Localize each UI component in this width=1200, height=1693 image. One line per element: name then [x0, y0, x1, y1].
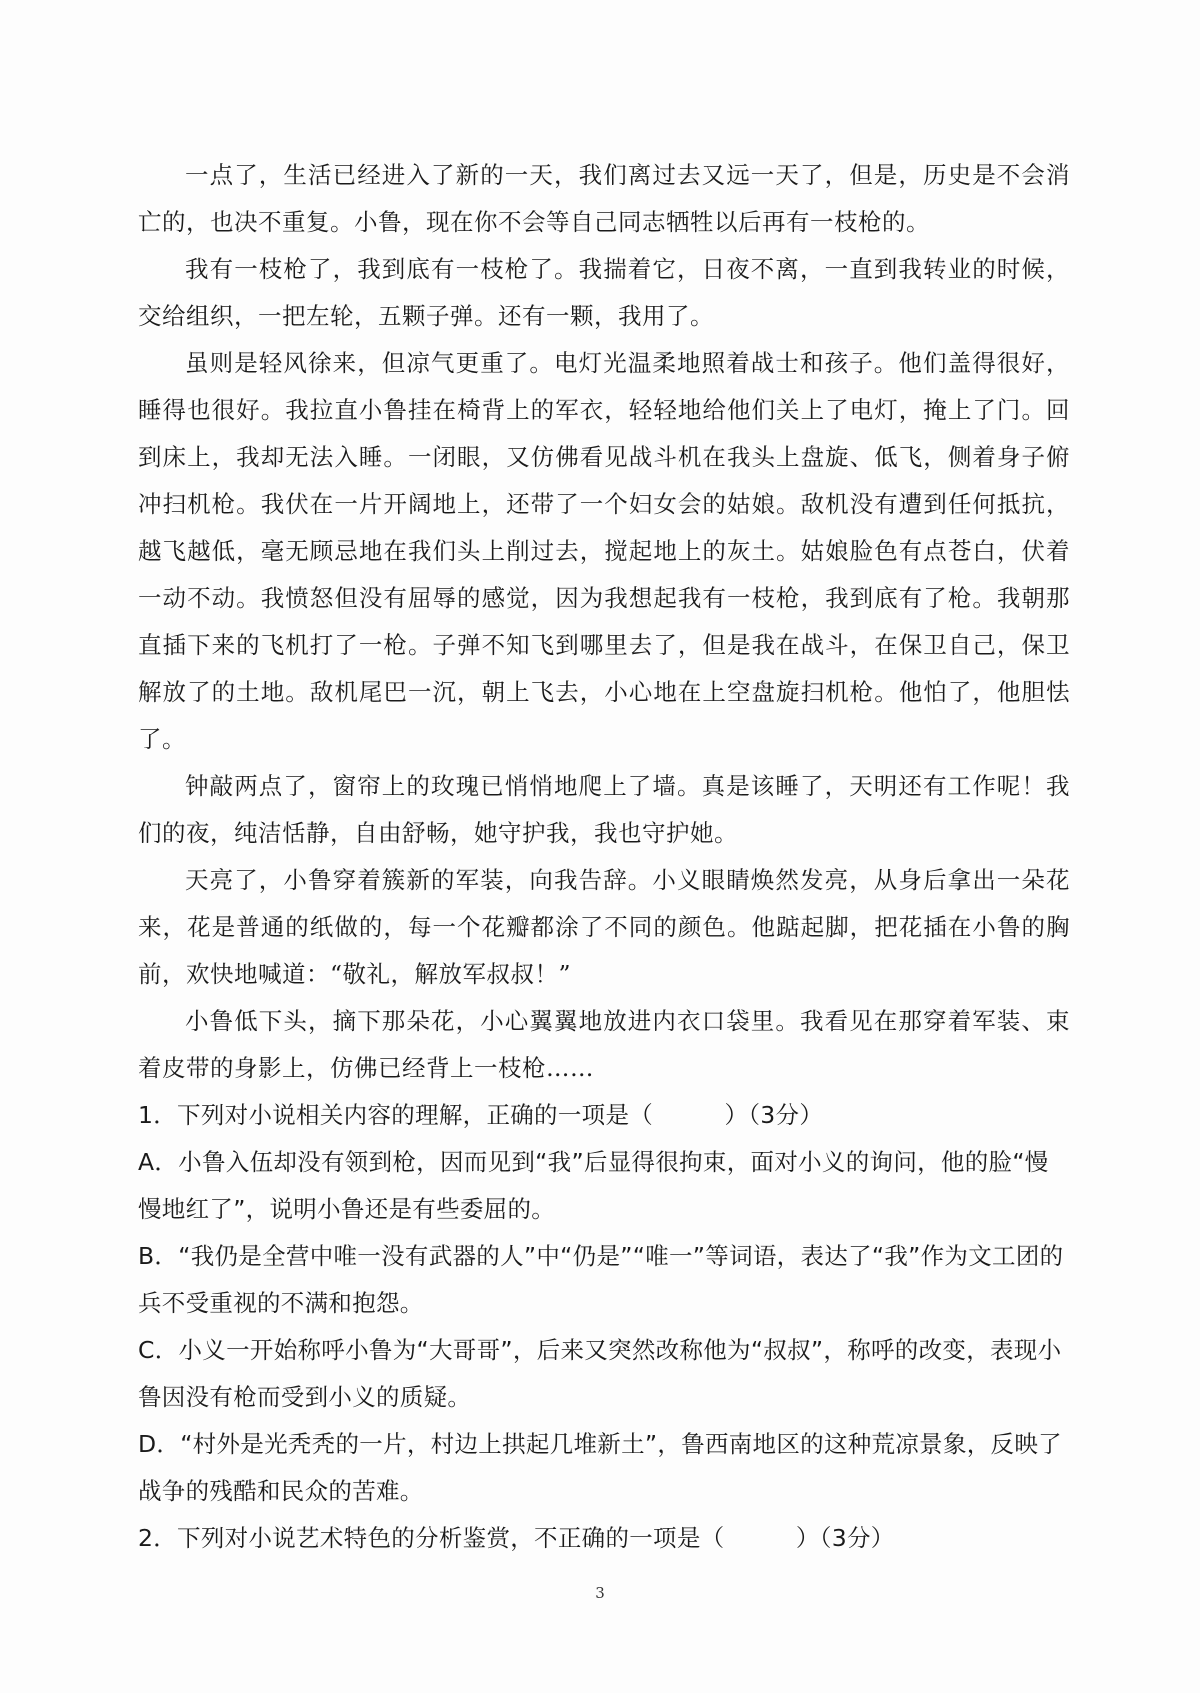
- question-1-option-b: B．“我仍是全营中唯一没有武器的人”中“仍是”“唯一”等词语，表达了“我”作为文工团的兵不受重视的不满和抱怨。: [138, 1242, 1064, 1317]
- passage-paragraph-3: 虽则是轻风徐来，但凉气更重了。电灯光温柔地照着战士和孩子。他们盖得很好，睡得也很好。我拉直小鲁挂在椅背上的军衣，轻轻地给他们关上了电灯，掩上了门。回到床上，我却无法入睡。一闭眼，又仿佛看见战斗机在我头上盘旋、低飞，侧着身子俯冲扫机枪。我伏在一片开阔地上，还带了一个妇女会的姑娘。敌机没有遭到任何抵抗，越飞越低，毫无顾忌地在我们头上削过去，搅起地上的灰土。姑娘脸色有点苍白，伏着一动不动。我愤怒但没有屈辱的感觉，因为我想起我有一枝枪，我到底有了枪。我朝那直插下来的飞机打了一枪。子弹不知飞到哪里去了，但是我在战斗，在保卫自己，保卫解放了的土地。敌机尾巴一沉，朝上飞去，小心地在上空盘旋扫机枪。他怕了，他胆怯了。: [138, 349, 1070, 753]
- question-1-option-a: A．小鲁入伍却没有领到枪，因而见到“我”后显得很拘束，面对小义的询问，他的脸“慢慢地红了”，说明小鲁还是有些委屈的。: [138, 1148, 1049, 1223]
- passage-paragraph-4: 钟敲两点了，窗帘上的玫瑰已悄悄地爬上了墙。真是该睡了，天明还有工作呢！我们的夜，纯洁恬静，自由舒畅，她守护我，我也守护她。: [138, 772, 1070, 847]
- question-1-stem: 1．下列对小说相关内容的理解，正确的一项是（ ）（3分）: [138, 1101, 824, 1129]
- question-1-option-d: D．“村外是光秃秃的一片，村边上拱起几堆新土”，鲁西南地区的这种荒凉景象，反映了战争的残酷和民众的苦难。: [138, 1430, 1062, 1505]
- passage-paragraph-5: 天亮了，小鲁穿着簇新的军装，向我告辞。小义眼睛焕然发亮，从身后拿出一朵花来，花是普通的纸做的，每一个花瓣都涂了不同的颜色。他踮起脚，把花插在小鲁的胸前，欢快地喊道：“敬礼，解放军叔叔！”: [138, 866, 1070, 988]
- passage-paragraph-6: 小鲁低下头，摘下那朵花，小心翼翼地放进内衣口袋里。我看见在那穿着军装、束着皮带的身影上，仿佛已经背上一枝枪……: [138, 1007, 1070, 1082]
- question-1-option-c: C．小义一开始称呼小鲁为“大哥哥”，后来又突然改称他为“叔叔”，称呼的改变，表现小鲁因没有枪而受到小义的质疑。: [138, 1336, 1062, 1411]
- passage-paragraph-2: 我有一枝枪了，我到底有一枝枪了。我揣着它，日夜不离，一直到我转业的时候，交给组织，一把左轮，五颗子弹。还有一颗，我用了。: [138, 255, 1070, 330]
- passage-paragraph-1: 一点了，生活已经进入了新的一天，我们离过去又远一天了，但是，历史是不会消亡的，也决不重复。小鲁，现在你不会等自己同志牺牲以后再有一枝枪的。: [138, 161, 1070, 236]
- question-2-stem: 2．下列对小说艺术特色的分析鉴赏，不正确的一项是（ ）（3分）: [138, 1524, 895, 1552]
- page-content: [138, 152, 1070, 1562]
- page-number: 3: [595, 1584, 605, 1602]
